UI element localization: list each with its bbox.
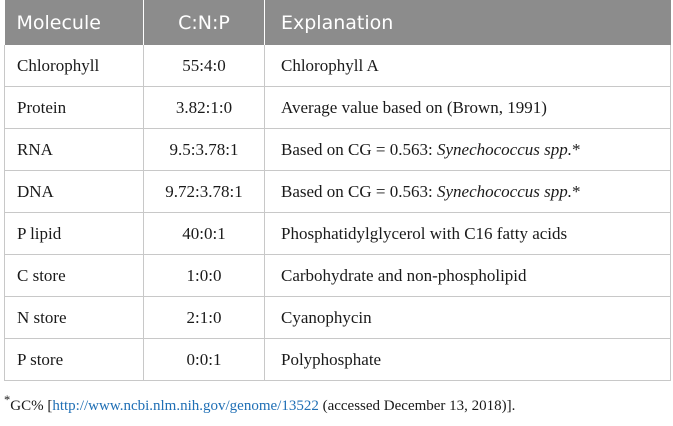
explanation-species: Synechococcus spp.: [436, 139, 572, 159]
cell-molecule: P lipid: [5, 213, 144, 255]
cell-explanation: [265, 45, 671, 87]
table-row: [5, 339, 671, 381]
explanation-text: Based on CG = 0.563:: [281, 181, 437, 201]
cell-molecule: Protein: [5, 87, 144, 129]
header-molecule: Molecule: [5, 0, 144, 45]
header-explanation: Explanation: [265, 0, 671, 45]
cell-explanation: [265, 339, 671, 381]
footnote-marker: *: [4, 393, 11, 407]
table-row: [5, 45, 671, 87]
table-row: [5, 129, 671, 171]
cell-molecule: P store: [5, 339, 144, 381]
table-row: [5, 171, 671, 213]
cell-ratio: 40:0:1: [144, 213, 265, 255]
cell-ratio: 1:0:0: [144, 255, 265, 297]
header-ratio: C:N:P: [144, 0, 265, 45]
cell-molecule: C store: [5, 255, 144, 297]
explanation-text: Carbohydrate and non-phospholipid: [281, 265, 527, 285]
footnote: [4, 393, 670, 415]
cell-ratio: 9.5:3.78:1: [144, 129, 265, 171]
explanation-species: Synechococcus spp.: [436, 181, 572, 201]
explanation-footnote-marker: *: [572, 139, 581, 159]
explanation-text: Cyanophycin: [281, 307, 372, 327]
explanation-footnote-marker: *: [572, 181, 581, 201]
explanation-text: Phosphatidylglycerol with C16 fatty acids: [281, 223, 568, 243]
explanation-text: Chlorophyll A: [281, 55, 379, 75]
cell-explanation: [265, 87, 671, 129]
footnote-link[interactable]: http://www.ncbi.nlm.nih.gov/genome/13522: [52, 398, 319, 414]
cell-explanation: [265, 129, 671, 171]
table-body: [5, 45, 671, 381]
cell-molecule: Chlorophyll: [5, 45, 144, 87]
explanation-text: Polyphosphate: [281, 349, 382, 369]
cell-ratio: 9.72:3.78:1: [144, 171, 265, 213]
cell-explanation: [265, 213, 671, 255]
table-container: [4, 0, 670, 381]
table-row: [5, 255, 671, 297]
cell-ratio: 2:1:0: [144, 297, 265, 339]
header-row: [5, 0, 671, 45]
cell-explanation: [265, 255, 671, 297]
cell-molecule: DNA: [5, 171, 144, 213]
cell-molecule: N store: [5, 297, 144, 339]
data-table: [4, 0, 671, 381]
cell-molecule: RNA: [5, 129, 144, 171]
footnote-prefix: GC% [: [10, 398, 53, 414]
cell-explanation: [265, 297, 671, 339]
cell-ratio: 55:4:0: [144, 45, 265, 87]
table-row: [5, 213, 671, 255]
table-row: [5, 297, 671, 339]
cell-ratio: 3.82:1:0: [144, 87, 265, 129]
footnote-suffix: (accessed December 13, 2018)].: [318, 398, 516, 414]
cell-ratio: 0:0:1: [144, 339, 265, 381]
table-row: [5, 87, 671, 129]
explanation-text: Based on CG = 0.563:: [281, 139, 437, 159]
cell-explanation: [265, 171, 671, 213]
explanation-text: Average value based on (Brown, 1991): [281, 97, 547, 117]
